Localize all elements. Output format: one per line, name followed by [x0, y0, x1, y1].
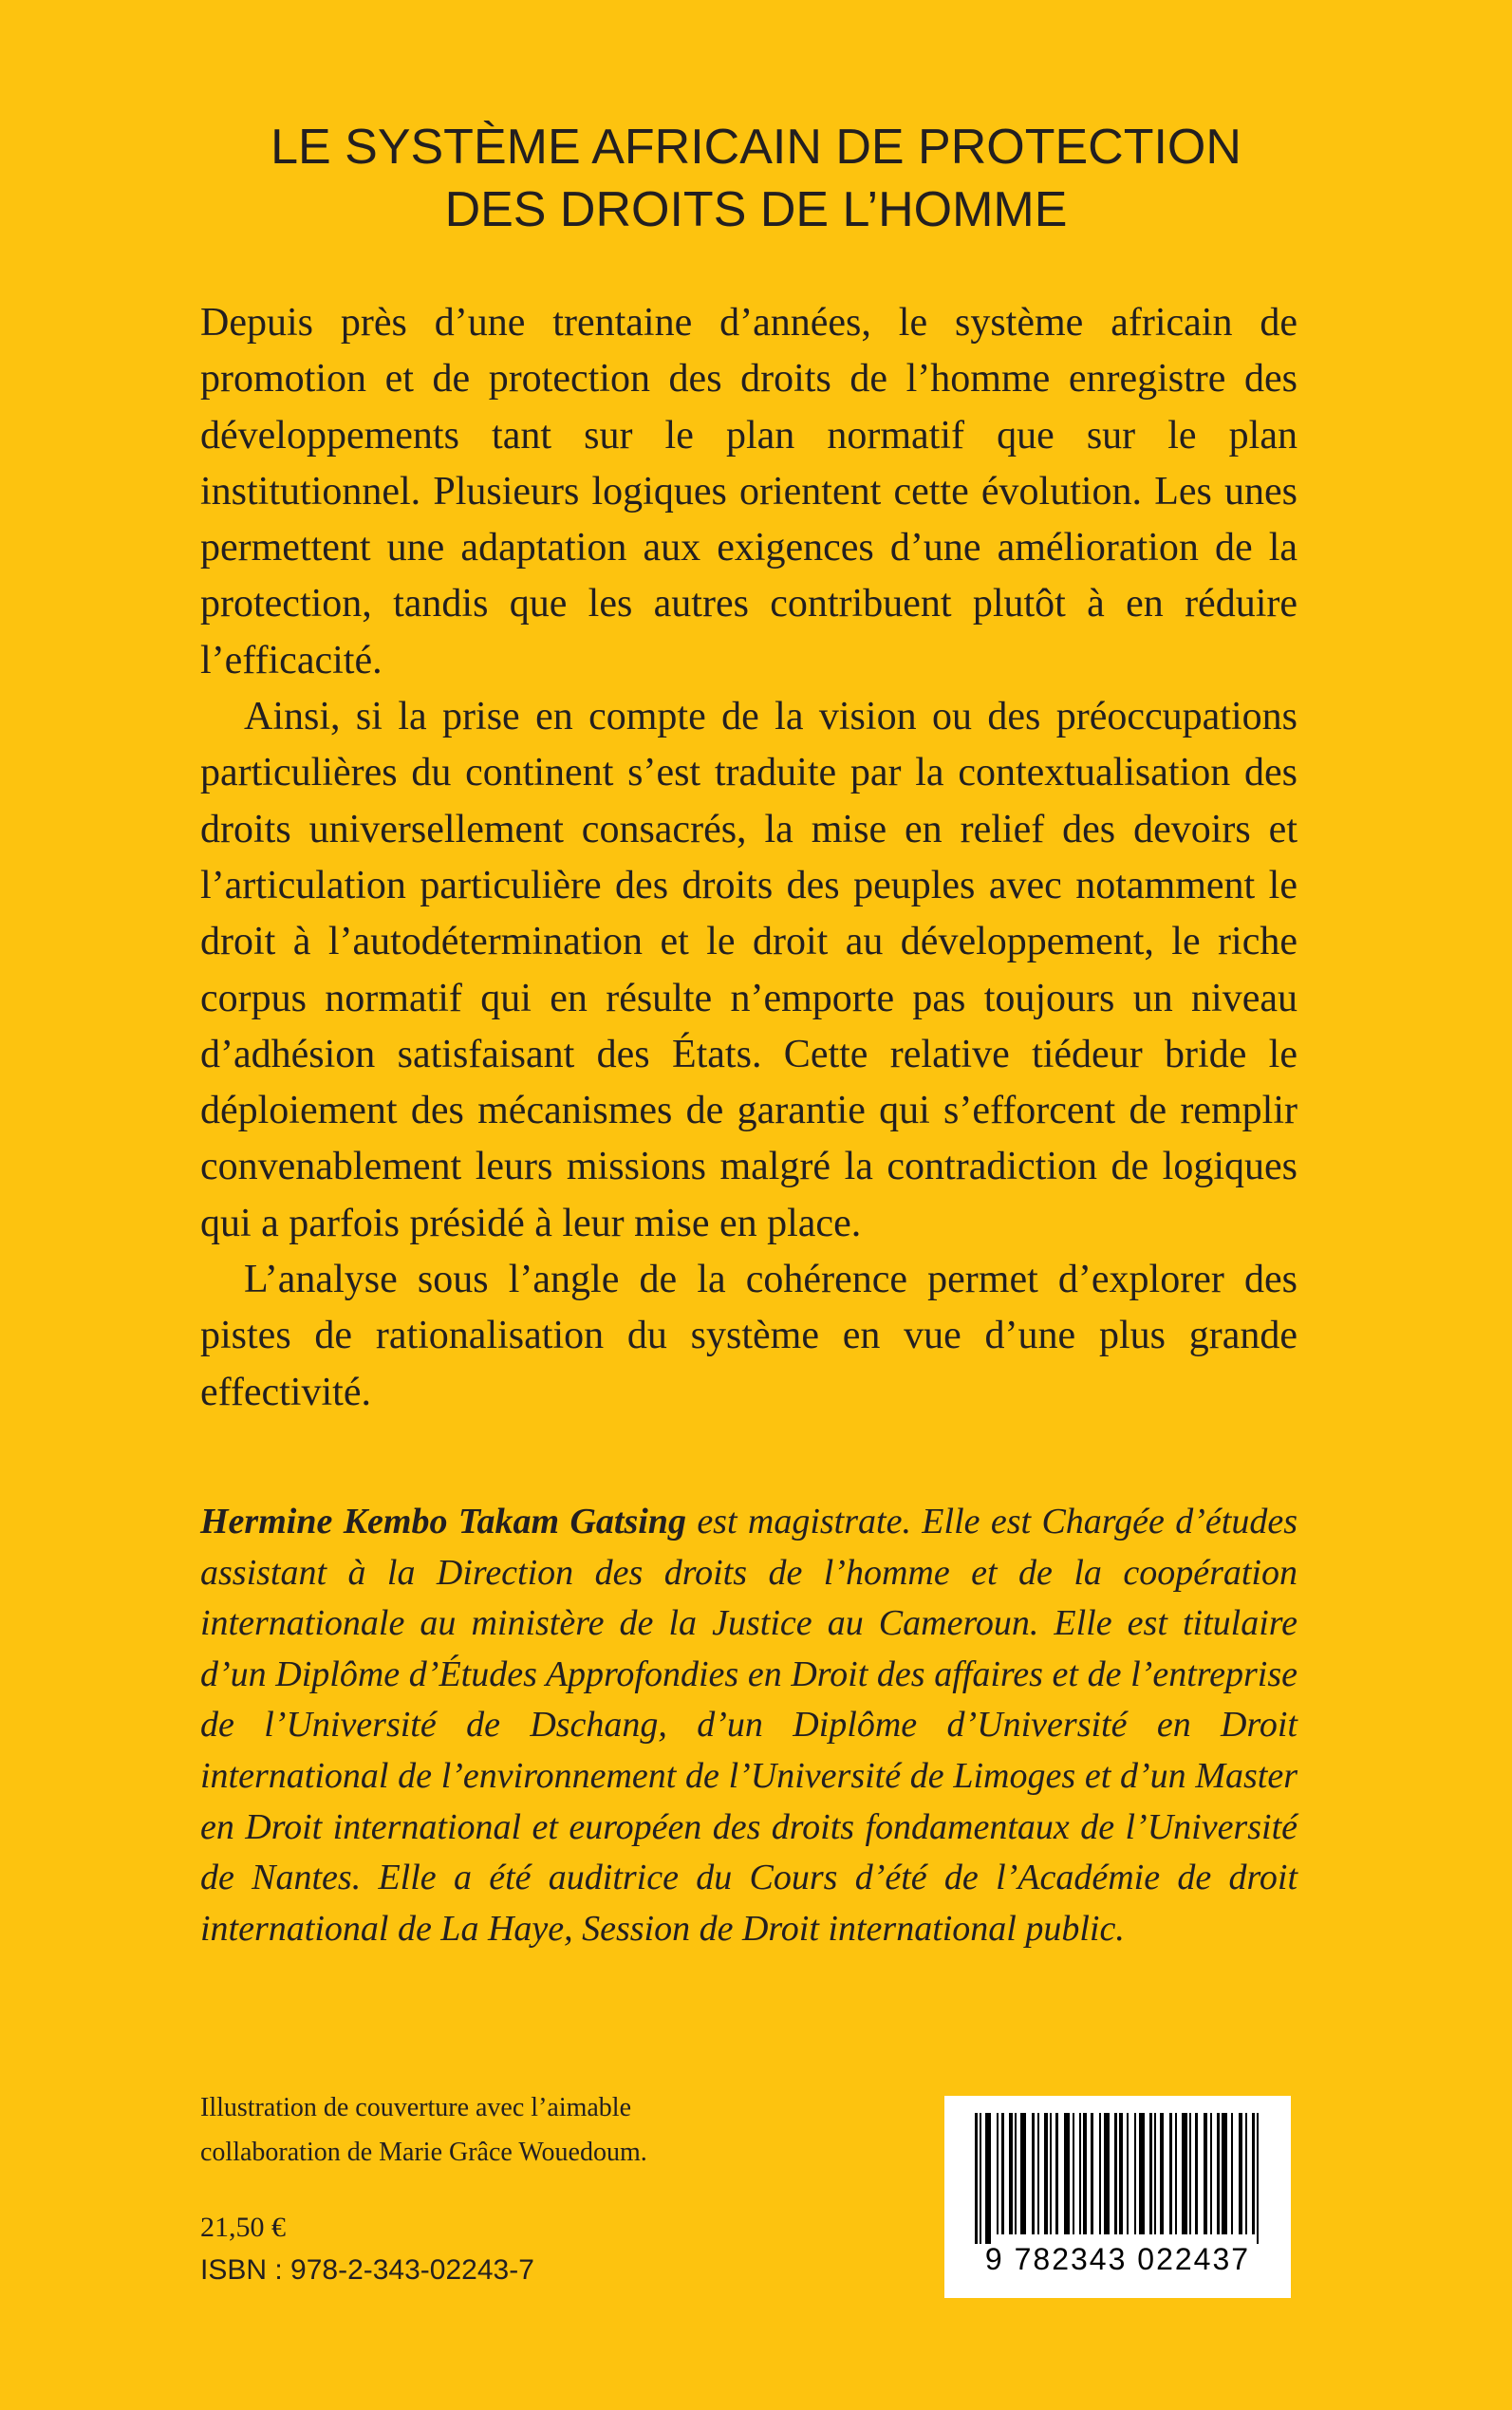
barcode-digits: 9 782343 022437 [984, 2242, 1251, 2276]
barcode-bar [985, 2113, 991, 2244]
barcode-bar [1149, 2113, 1152, 2234]
author-name: Hermine Kembo Takam Gatsing [200, 1502, 686, 1541]
barcode-bar [1239, 2113, 1242, 2234]
barcode-bar [1083, 2113, 1087, 2234]
barcode-bar [1079, 2113, 1081, 2234]
title-line-2: DES DROITS DE L’HOMME [444, 182, 1068, 237]
barcode-bar [1032, 2113, 1035, 2234]
barcode-bar [1134, 2113, 1136, 2234]
author-bio [200, 1497, 1297, 1954]
barcode-bar [1217, 2113, 1220, 2234]
summary-paragraph-1: Depuis près d’une trentaine d’années, le système africain de promotion et de protection des droits de l’homme enregistre des développements tant sur le plan normatif que sur le plan institutionnel. Plusieurs logiques orientent cette évolution. Les unes permettent une adaptation aux exigences d’une amélioration de la protection, tandis que les autres contribuent plutôt à en réduire l’efficacité. [200, 301, 1297, 682]
summary-paragraph-3: L’analyse sous l’angle de la cohérence permet d’explorer des pistes de rationalisation du système en vue d’une plus grande effectivité. [200, 1258, 1297, 1414]
author-bio-text: est magistrate. Elle est Chargée d’études assistant à la Direction des droits de l’homme et de la coopération internationale au ministère de la Justice au Cameroun. Elle est titulaire d’un Diplôme d’Études Approfondies en Droit des affaires et de l’entreprise de l’Université de Dschang, d’un Diplôme d’Université en Droit international de l’environnement de l’Université de Limoges et d’un Master en Droit international et européen des droits fondamentaux de l’Université de Nantes. Elle a été auditrice du Cours d’été de l’Académie de droit international de La Haye, Session de Droit international public. [200, 1502, 1297, 1949]
barcode-bar [1009, 2113, 1013, 2234]
barcode-bar [1160, 2113, 1164, 2234]
summary-paragraph-2: Ainsi, si la prise en compte de la vision ou des préoccupations particulières du continent s’est traduite par la contextualisation des droits universellement consacrés, la mise en relief des devoirs et l’articulation particulière des droits des peuples avec notamment le droit à l’autodétermination et le droit au développement, le riche corpus normatif qui en résulte n’emporte pas toujours un niveau d’adhésion satisfaisant des États. Cette relative tiédeur bride le déploiement des mécanismes de garantie qui s’efforcent de remplir convenablement leurs missions malgré la contradiction de logiques qui a parfois présidé à leur mise en place. [200, 695, 1297, 1245]
summary-text [200, 295, 1297, 1421]
barcode-bar [1037, 2113, 1039, 2234]
barcode-bar [975, 2113, 978, 2244]
barcode-bar [1257, 2113, 1259, 2244]
illustration-credit [200, 2085, 808, 2175]
barcode [944, 2096, 1291, 2298]
barcode-bar [1222, 2113, 1227, 2234]
barcode-bar [997, 2113, 999, 2234]
barcode-bar [1182, 2113, 1187, 2234]
barcode-bar [1252, 2113, 1255, 2234]
barcode-bar [1210, 2113, 1212, 2234]
barcode-bar [1245, 2113, 1247, 2234]
barcode-bar [1231, 2113, 1233, 2234]
barcode-bar [1050, 2113, 1052, 2234]
barcode-bar [1099, 2113, 1101, 2234]
barcode-bar [1020, 2113, 1026, 2234]
barcode-bar [1195, 2113, 1198, 2234]
barcode-bar [1064, 2113, 1070, 2234]
barcode-bar [1204, 2113, 1207, 2234]
barcode-bar [1154, 2113, 1156, 2234]
barcode-bar [1114, 2113, 1117, 2234]
barcode-bar [1044, 2113, 1048, 2234]
credit-line-2: collaboration de Marie Grâce Wouedoum. [200, 2138, 647, 2167]
barcode-bar [1055, 2113, 1058, 2234]
barcode-bar [1091, 2113, 1093, 2234]
isbn: ISBN : 978-2-343-02243-7 [200, 2254, 534, 2286]
barcode-bars [944, 2096, 1291, 2248]
barcode-bar [1127, 2113, 1129, 2234]
barcode-bar [1119, 2113, 1123, 2234]
barcode-bar [1104, 2113, 1110, 2234]
barcode-bar [1073, 2113, 1074, 2234]
title-line-1: LE SYSTÈME AFRICAIN DE PROTECTION [271, 120, 1241, 175]
barcode-bar [1015, 2113, 1017, 2234]
barcode-bar [1001, 2113, 1004, 2234]
barcode-bar [980, 2113, 981, 2244]
barcode-bar [1169, 2113, 1172, 2234]
barcode-bar [1175, 2113, 1177, 2234]
barcode-bar [1189, 2113, 1191, 2234]
price: 21,50 € [200, 2212, 286, 2243]
book-title [152, 116, 1360, 241]
credit-line-1: Illustration de couverture avec l’aimable [200, 2093, 632, 2122]
barcode-bar [1139, 2113, 1145, 2234]
